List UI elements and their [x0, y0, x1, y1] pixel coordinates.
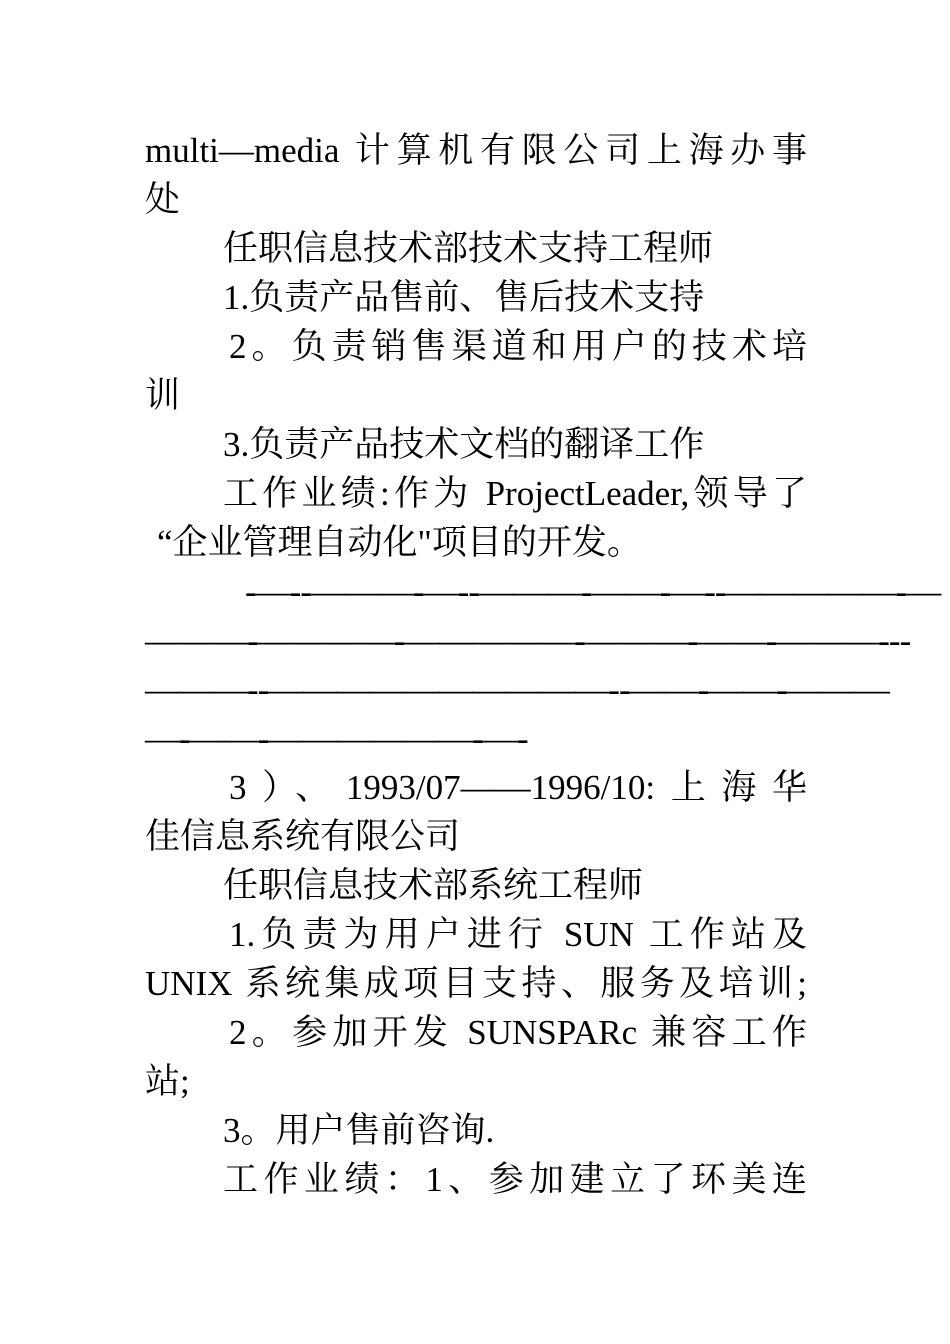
text-line: 佳信息系统有限公司 — [145, 817, 461, 856]
text-line: 任职信息技术部技术支持工程师 — [223, 229, 714, 268]
text-line: 1.负责产品售前、售后技术支持 — [223, 278, 705, 317]
text-line: 处 — [145, 180, 181, 219]
divider-line: —-——-——————-—- — [145, 719, 528, 758]
text-line: 工作业绩：1、参加建立了环美连 — [223, 1160, 807, 1199]
text-line: multi—media 计算机有限公司上海办事 — [145, 131, 807, 170]
divider-line: ———--——————————--——-——-——— — [145, 670, 889, 709]
document-body — [145, 126, 941, 1204]
text-line: 3.负责产品技术文档的翻译工作 — [223, 425, 705, 464]
text-line: 3）、1993/07——1996/10:上海华 — [229, 768, 807, 807]
text-line: “企业管理自动化"项目的开发。 — [157, 523, 642, 562]
text-line: 工作业绩:作为 ProjectLeader,领导了 — [223, 474, 807, 513]
text-line: 站; — [145, 1062, 190, 1101]
divider-line: -—--———-—--———-——-—--—————-— — [245, 572, 941, 611]
text-line: 2。参加开发 SUNSPARc 兼容工作 — [229, 1013, 807, 1052]
text-line: UNIX 系统集成项目支持、服务及培训; — [145, 964, 807, 1003]
text-line: 1.负责为用户进行 SUN 工作站及 — [229, 915, 807, 954]
text-line: 2。负责销售渠道和用户的技术培 — [229, 327, 807, 366]
divider-line: ———-————-—————-———-——-———--- — [145, 621, 911, 660]
text-line: 3。用户售前咨询. — [223, 1111, 495, 1150]
text-line: 任职信息技术部系统工程师 — [223, 866, 644, 905]
text-line: 训 — [145, 376, 181, 415]
